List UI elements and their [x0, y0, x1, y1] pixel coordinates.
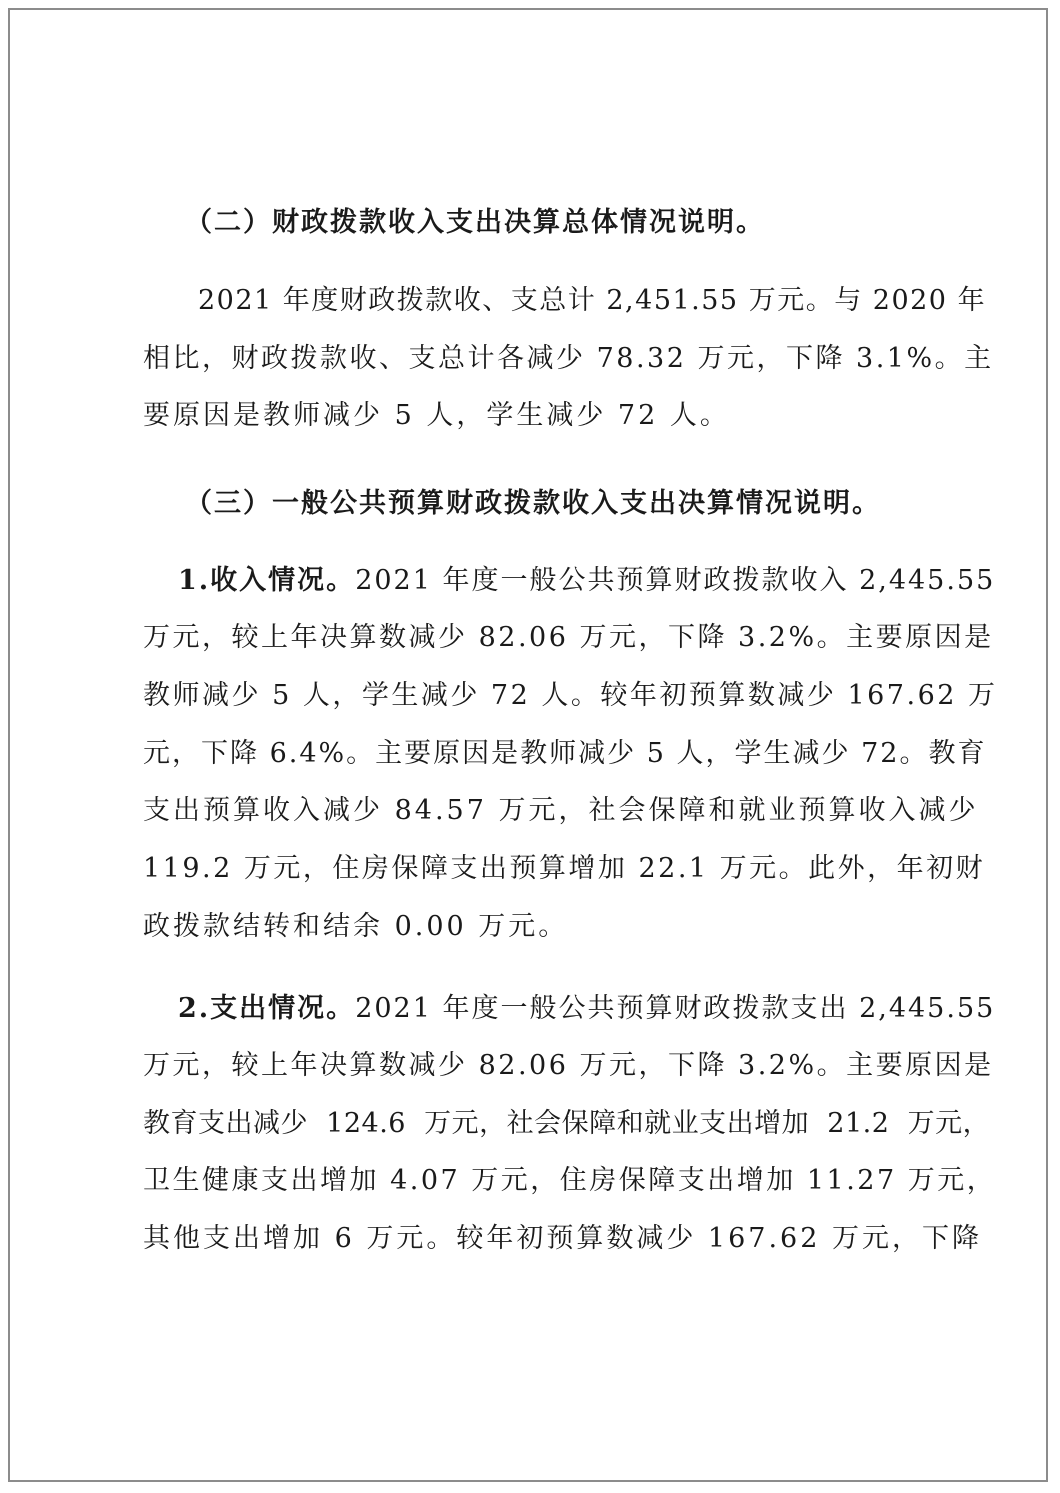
section-2-heading: （二）财政拨款收入支出决算总体情况说明。: [185, 207, 765, 238]
income-line-5: 支出预算收入减少 84.57 万元，社会保障和就业预算收入减少: [143, 795, 979, 826]
section-2-line-3: 要原因是教师减少 5 人，学生减少 72 人。: [143, 400, 730, 431]
section-3-heading: （三）一般公共预算财政拨款收入支出决算情况说明。: [185, 488, 881, 519]
income-line-4: 元，下降 6.4%。主要原因是教师减少 5 人，学生减少 72。教育: [143, 738, 987, 769]
expense-line-2: 万元，较上年决算数减少 82.06 万元，下降 3.2%。主要原因是: [143, 1050, 994, 1081]
section-2-line-1: 2021 年度财政拨款收、支总计 2,451.55 万元。与 2020 年: [198, 285, 987, 316]
expense-first-line-text: 2021 年度一般公共预算财政拨款支出 2,445.55: [355, 993, 996, 1024]
expense-line-5: 其他支出增加 6 万元。较年初预算数减少 167.62 万元，下降: [143, 1223, 982, 1254]
income-line-3: 教师减少 5 人，学生减少 72 人。较年初预算数减少 167.62 万: [143, 680, 998, 711]
section-2-line-2: 相比，财政拨款收、支总计各减少 78.32 万元，下降 3.1%。主: [143, 343, 994, 374]
income-line-6: 119.2 万元，住房保障支出预算增加 22.1 万元。此外，年初财: [143, 853, 986, 884]
expense-paragraph-first-line: [178, 991, 995, 1027]
income-line-7: 政拨款结转和结余 0.00 万元。: [143, 911, 569, 942]
expense-line-3: 教育支出减少 124.6 万元，社会保障和就业支出增加 21.2 万元，: [143, 1108, 991, 1139]
expense-line-4: 卫生健康支出增加 4.07 万元，住房保障支出增加 11.27 万元，: [143, 1165, 997, 1196]
income-paragraph-first-line: [178, 563, 995, 599]
income-line-2: 万元，较上年决算数减少 82.06 万元，下降 3.2%。主要原因是: [143, 622, 994, 653]
expense-lead: 2.支出情况。: [178, 993, 356, 1024]
income-first-line-text: 2021 年度一般公共预算财政拨款收入 2,445.55: [355, 565, 996, 596]
income-lead: 1.收入情况。: [178, 565, 356, 596]
